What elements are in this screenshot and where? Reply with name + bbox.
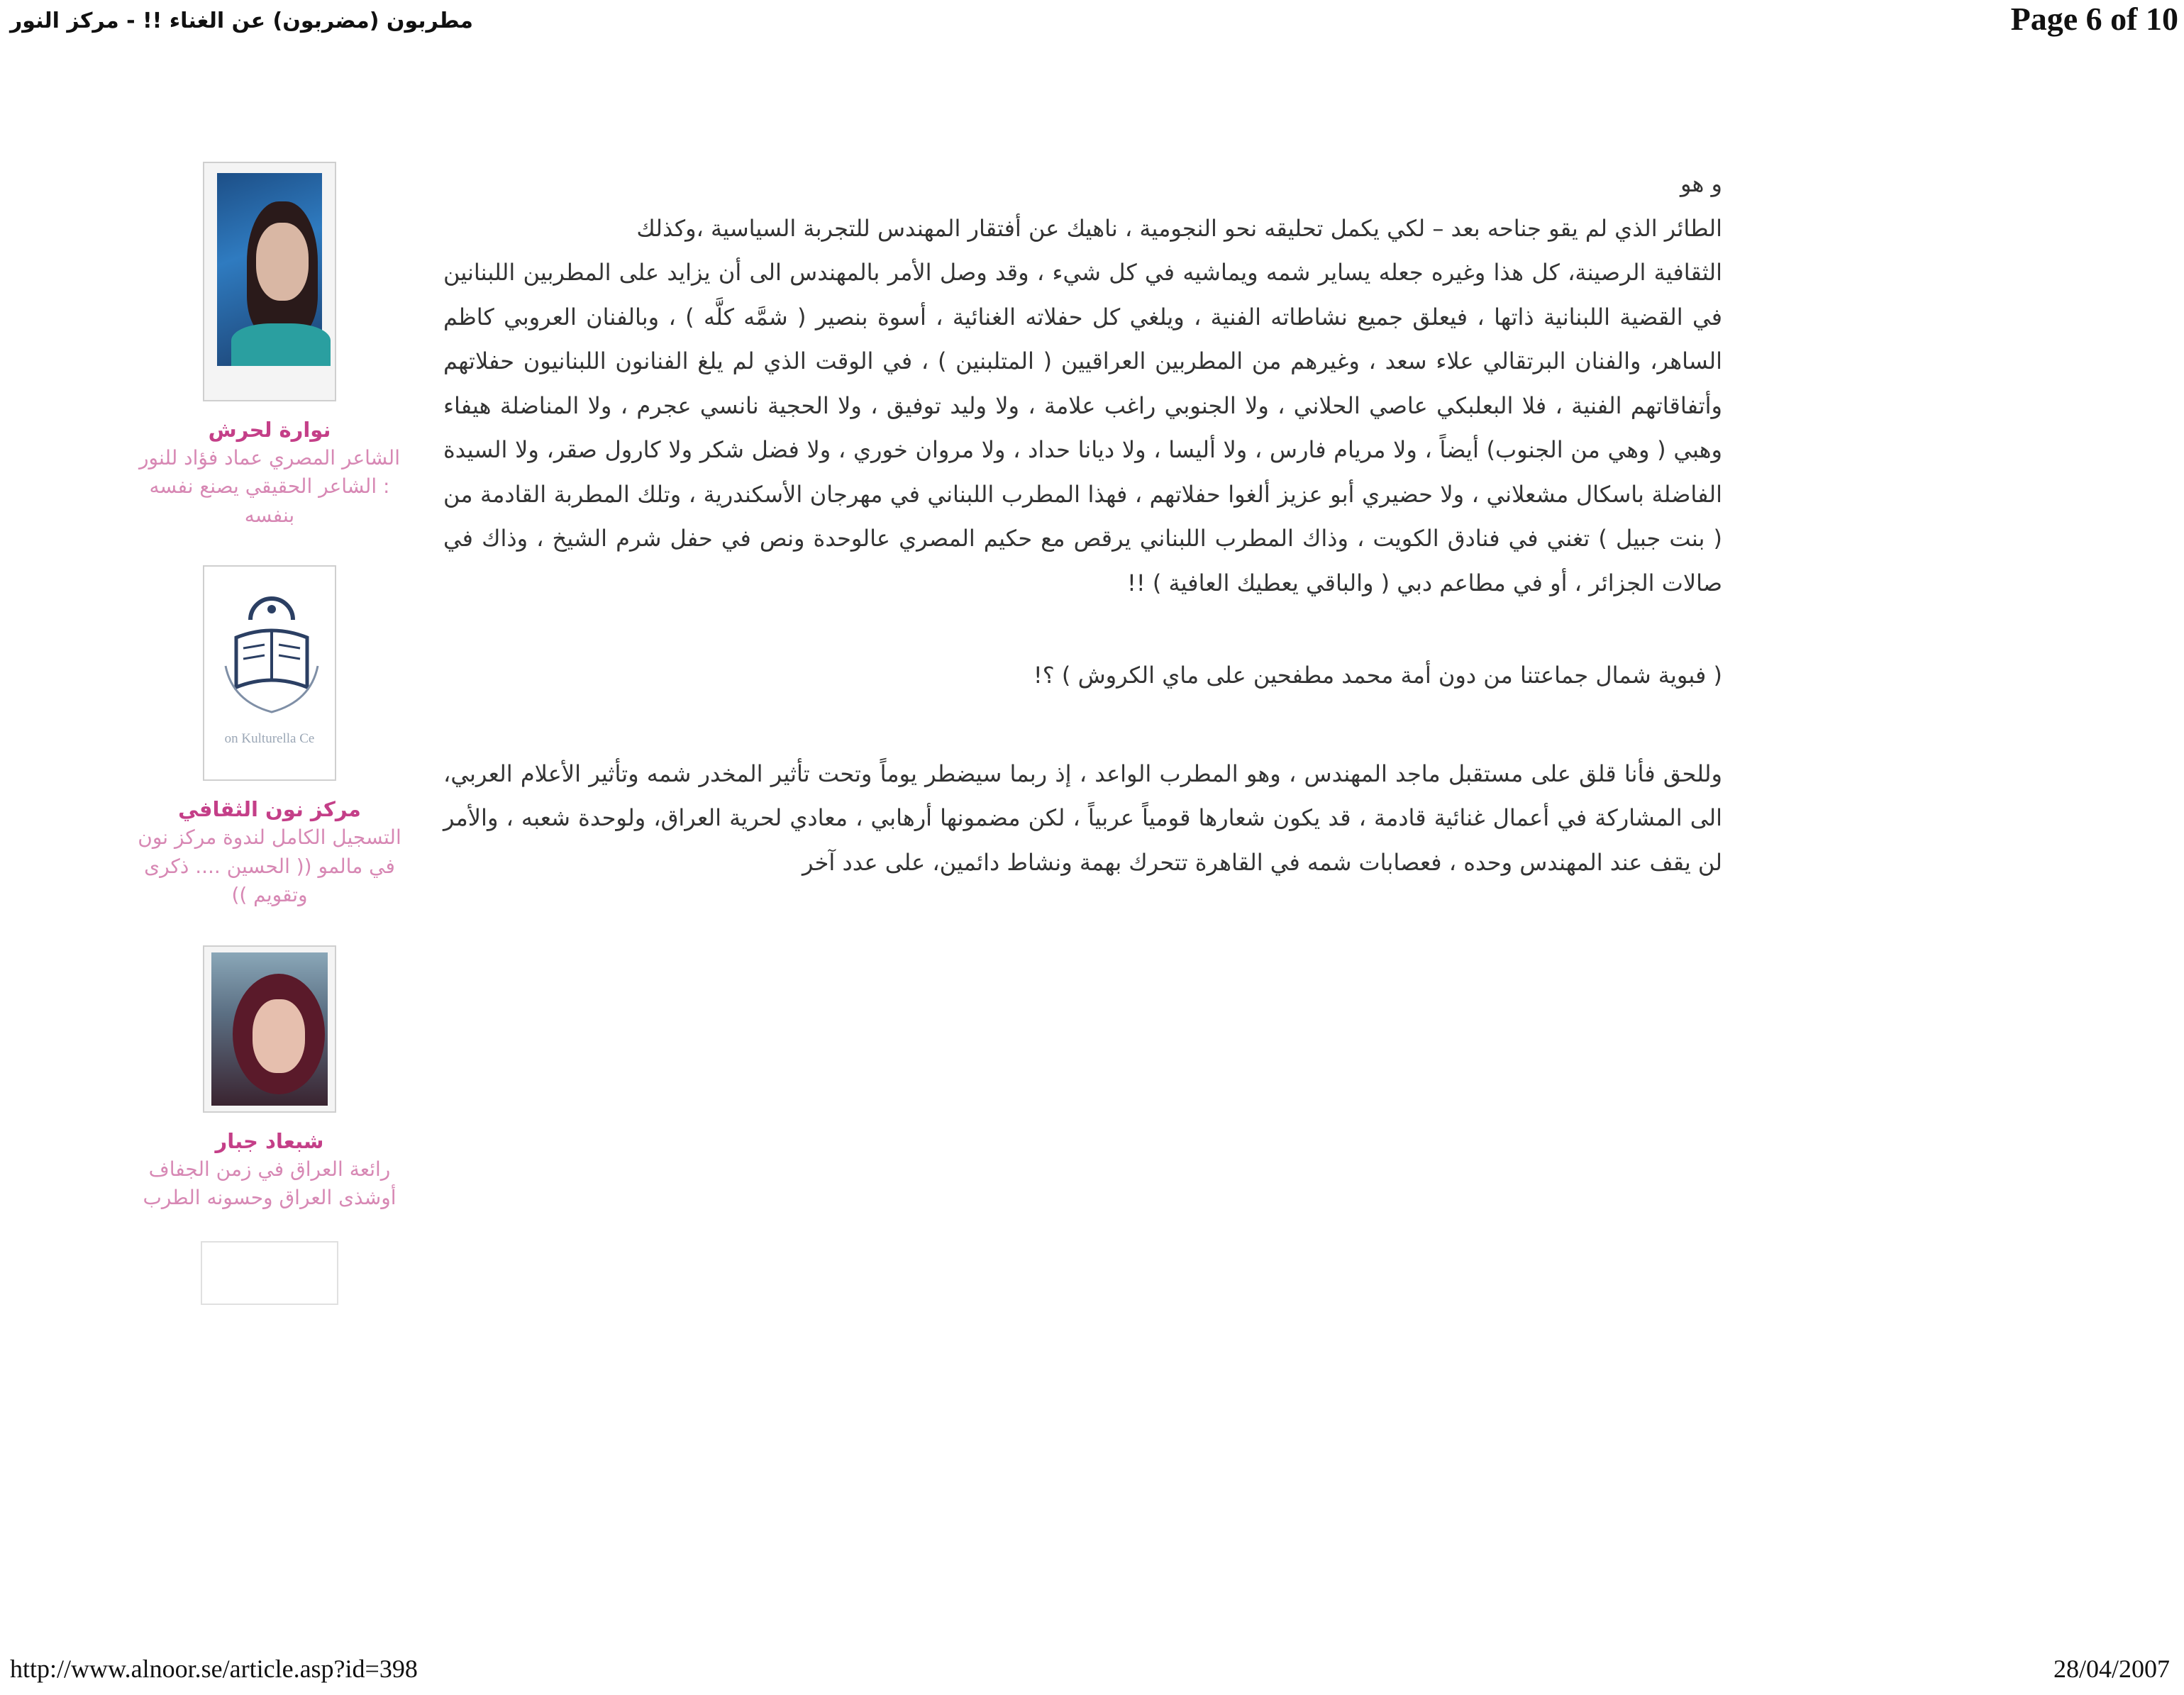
sidebar xyxy=(131,162,408,1305)
sidebar-item[interactable] xyxy=(131,945,408,1213)
empty-thumbnail xyxy=(201,1241,338,1305)
article-paragraph: الثقافية الرصينة، كل هذا وغيره جعله يساير شمه ويماشيه في كل شيء ، وقد وصل الأمر بالمهندس الى أن يزايد على المطربين اللبنانين في القضية اللبنانية ذاتها ، فيعلق جميع نشاطاته الفنية ، ويلغي كل حفلاته الغنائية ، أسوة بنصير ( شمَّه كلَّه ) ، وبالفنان العروبي كاظم الساهر، والفنان البرتقالي علاء سعد ، وغيرهم من المطربين العراقيين ( المتلبنين ) ، في الوقت الذي لم يلغ الفنانون اللبنانيون حفلاتهم وأتفاقاتهم الفنية ، فلا البعلبكي عاصي الحلاني ، ولا الجنوبي راغب علامة ، ولا وليد توفيق ، ولا الحجية نانسي عجرم ، ولا المناضلة هيفاء وهبي ( وهي من الجنوب) أيضاً ، ولا مريام فارس ، ولا أليسا ، ولا ديانا حداد ، ولا مروان خوري ، ولا فضل شكر ولا كارول صقر، ولا السيدة الفاضلة باسكال مشعلاني ، ولا حضيري أبو عزيز ألغوا حفلاتهم ، فهذا المطرب اللبناني في مهرجان الأسكندرية ، وتلك المطربة القادمة من ( بنت جبيل ) تغني في فنادق الكويت ، وذاك المطرب اللبناني يرقص مع حكيم المصري عالوحدة ونص في حفل شرم الشيخ ، وذاك في صالات الجزائر ، أو في مطاعم دبي ( والباقي يعطيك العافية ) !! xyxy=(443,259,1722,596)
page-number: Page 6 of 10 xyxy=(2010,1,2178,37)
logo-caption: on Kulturella Ce xyxy=(224,731,315,747)
page-url[interactable]: http://www.alnoor.se/article.asp?id=398 xyxy=(10,1655,418,1683)
document-title: مطربون (مضربون) عن الغناء !! - مركز النور xyxy=(10,9,473,33)
article-paragraph: و هو xyxy=(1680,170,1722,197)
author-photo[interactable] xyxy=(203,162,336,401)
article-paragraph: الطائر الذي لم يقو جناحه بعد – لكي يكمل تحليقه نحو النجومية ، ناهيك عن أفتقار المهندس للتجربة السياسية ،وكذلك xyxy=(636,214,1722,242)
sidebar-item-desc[interactable]: التسجيل الكامل لندوة مركز نون في مالمو (( الحسين .... ذكرى وتقويم )) xyxy=(138,826,401,907)
article-paragraph: وللحق فأنا قلق على مستقبل ماجد المهندس ، وهو المطرب الواعد ، إذ ربما سيضطر يوماً وتحت تأثير المخدر شمه وتأثير الأعلام العربي، الى المشاركة في أعمال غنائية قادمة ، قد يكون شعارها قومياً عربياً ، لكن مضمونها أرهابي ، معادي لحرية العراق، ولوحدة شعبه ، والأمر لن يقف عند المهندس وحده ، فعصابات شمه في القاهرة تتحرك بهمة ونشاط دائمين، على عدد آخر xyxy=(443,760,1722,876)
article-body xyxy=(443,162,1722,884)
sidebar-item-name[interactable]: شبعاد جبار xyxy=(215,1128,324,1153)
sidebar-item-name[interactable]: نوارة لحرش xyxy=(208,418,331,442)
book-logo-icon xyxy=(218,581,325,723)
sidebar-item-desc[interactable]: الشاعر المصري عماد فؤاد للنور : الشاعر الحقيقي يصنع نفسه بنفسه xyxy=(139,445,400,527)
author-photo[interactable] xyxy=(203,945,336,1113)
center-logo[interactable] xyxy=(203,565,336,781)
sidebar-item-desc[interactable]: رائعة العراق في زمن الجفاف أوشذى العراق وحسونه الطرب xyxy=(143,1157,397,1210)
sidebar-item-empty xyxy=(131,1241,408,1305)
sidebar-item[interactable] xyxy=(131,565,408,909)
print-date: 28/04/2007 xyxy=(2053,1655,2170,1683)
sidebar-item[interactable] xyxy=(131,162,408,530)
article-paragraph: ( فبوية شمال جماعتنا من دون أمة محمد مطفحين على ماي الكروش ) ؟! xyxy=(1033,662,1722,689)
sidebar-item-name[interactable]: مركز نون الثقافي xyxy=(178,797,361,822)
